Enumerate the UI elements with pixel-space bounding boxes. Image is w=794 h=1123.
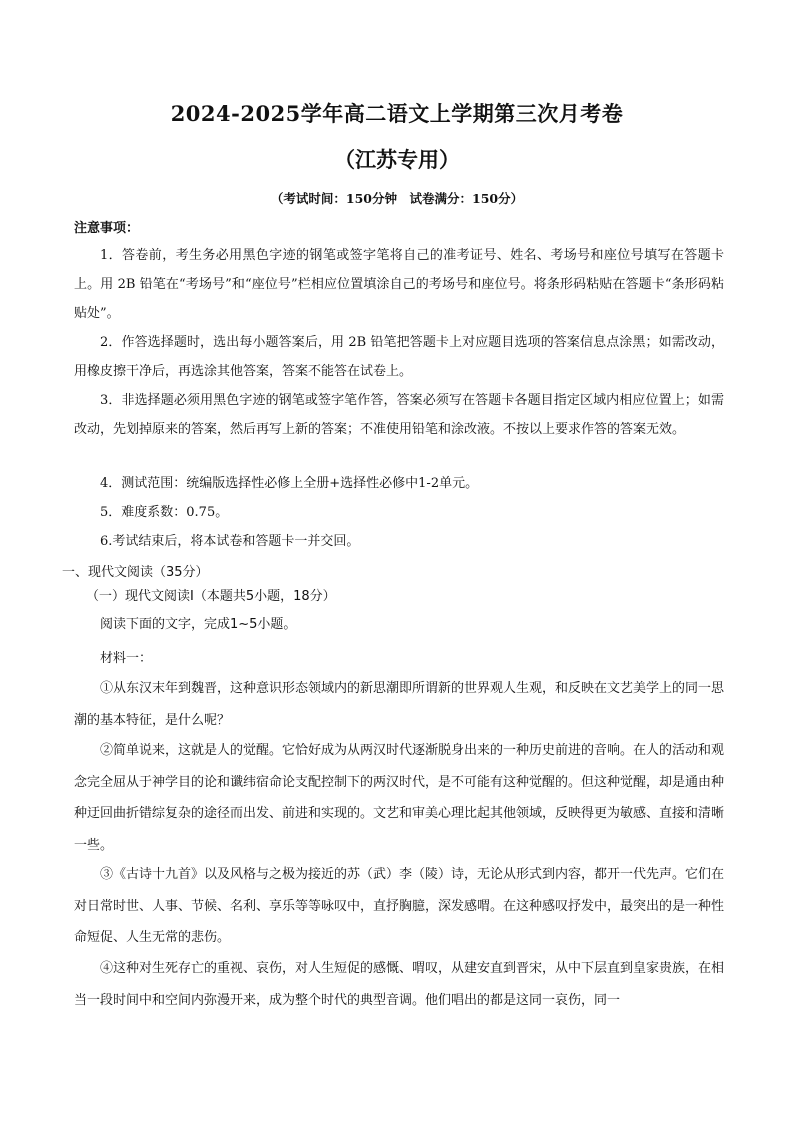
notice-heading: 注意事项： bbox=[74, 221, 140, 236]
material-paragraph-1: ①从东汉末年到魏晋，这种意识形态领域内的新思潮即所谓新的世界观人生观，和反映在文艺美学上的同一思潮的基本特征，是什么呢？ bbox=[74, 681, 725, 728]
notice-item-2: 2．作答选择题时，选出每小题答案后，用 2B 铅笔把答题卡上对应题目选项的答案信息点涂黑；如需改动，用橡皮擦干净后，再选涂其他答案，答案不能答在试卷上。 bbox=[74, 335, 724, 379]
material-paragraph-2: ②简单说来，这就是人的觉醒。它恰好成为从两汉时代逐渐脱身出来的一种历史前进的音响。在人的活动和观念完全屈从于神学目的论和谶纬宿命论支配控制下的两汉时代，是不可能有这种觉醒的。但这种觉醒，却是通由种种迂回曲折错综复杂的途径而出发、前进和实现的。文艺和审美心理比起其他领域，反映得更为敏感、直接和清晰一些。 bbox=[74, 743, 725, 853]
material-paragraph-3: ③《古诗十九首》以及风格与之极为接近的苏（武）李（陵）诗，无论从形式到内容，都开一代先声。它们在对日常时世、人事、节候、名利、享乐等等咏叹中，直抒胸臆，深发感喟。在这种感叹抒发中，最突出的是一种性命短促、人生无常的悲伤。 bbox=[74, 867, 725, 945]
notice-item-6: 6.考试结束后，将本试卷和答题卡一并交回。 bbox=[100, 534, 360, 549]
notice-item-3: 3．非选择题必须用黑色字迹的钢笔或签字笔作答，答案必须写在答题卡各题目指定区域内相应位置上；如需改动，先划掉原来的答案，然后再写上新的答案；不准使用铅笔和涂改液。不按以上要求作答的答案无效。 bbox=[74, 393, 724, 437]
sub-section-heading: （一）现代文阅读Ⅰ（本题共5小题，18分） bbox=[86, 589, 336, 604]
material-paragraph-4: ④这种对生死存亡的重视、哀伤，对人生短促的感慨、喟叹，从建安直到晋宋，从中下层直到皇家贵族，在相当一段时间中和空间内弥漫开来，成为整个时代的典型音调。他们唱出的都是这同一哀伤，同一 bbox=[74, 961, 725, 1008]
reading-instruction: 阅读下面的文字，完成1~5小题。 bbox=[100, 617, 297, 632]
notice-item-4: 4．测试范围：统编版选择性必修上全册+选择性必修中1-2单元。 bbox=[100, 476, 479, 491]
notice-item-1: 1．答卷前，考生务必用黑色字迹的钢笔或签字笔将自己的准考证号、姓名、考场号和座位号填写在答题卡上。用 2B 铅笔在“考场号”和“座位号”栏相应位置填涂自己的考场号和座位号。将条形码粘贴在答题卡“条形码粘贴处”。 bbox=[74, 248, 724, 321]
exam-time-score-info: （考试时间：150分钟 试卷满分：150分） bbox=[270, 191, 524, 206]
material-label: 材料一： bbox=[100, 651, 153, 666]
section-heading: 一、现代文阅读（35分） bbox=[62, 565, 209, 580]
notice-item-5: 5．难度系数：0.75。 bbox=[100, 505, 229, 520]
exam-subtitle: （江苏专用） bbox=[334, 147, 460, 172]
exam-title: 2024-2025学年高二语文上学期第三次月考卷 bbox=[170, 101, 624, 126]
